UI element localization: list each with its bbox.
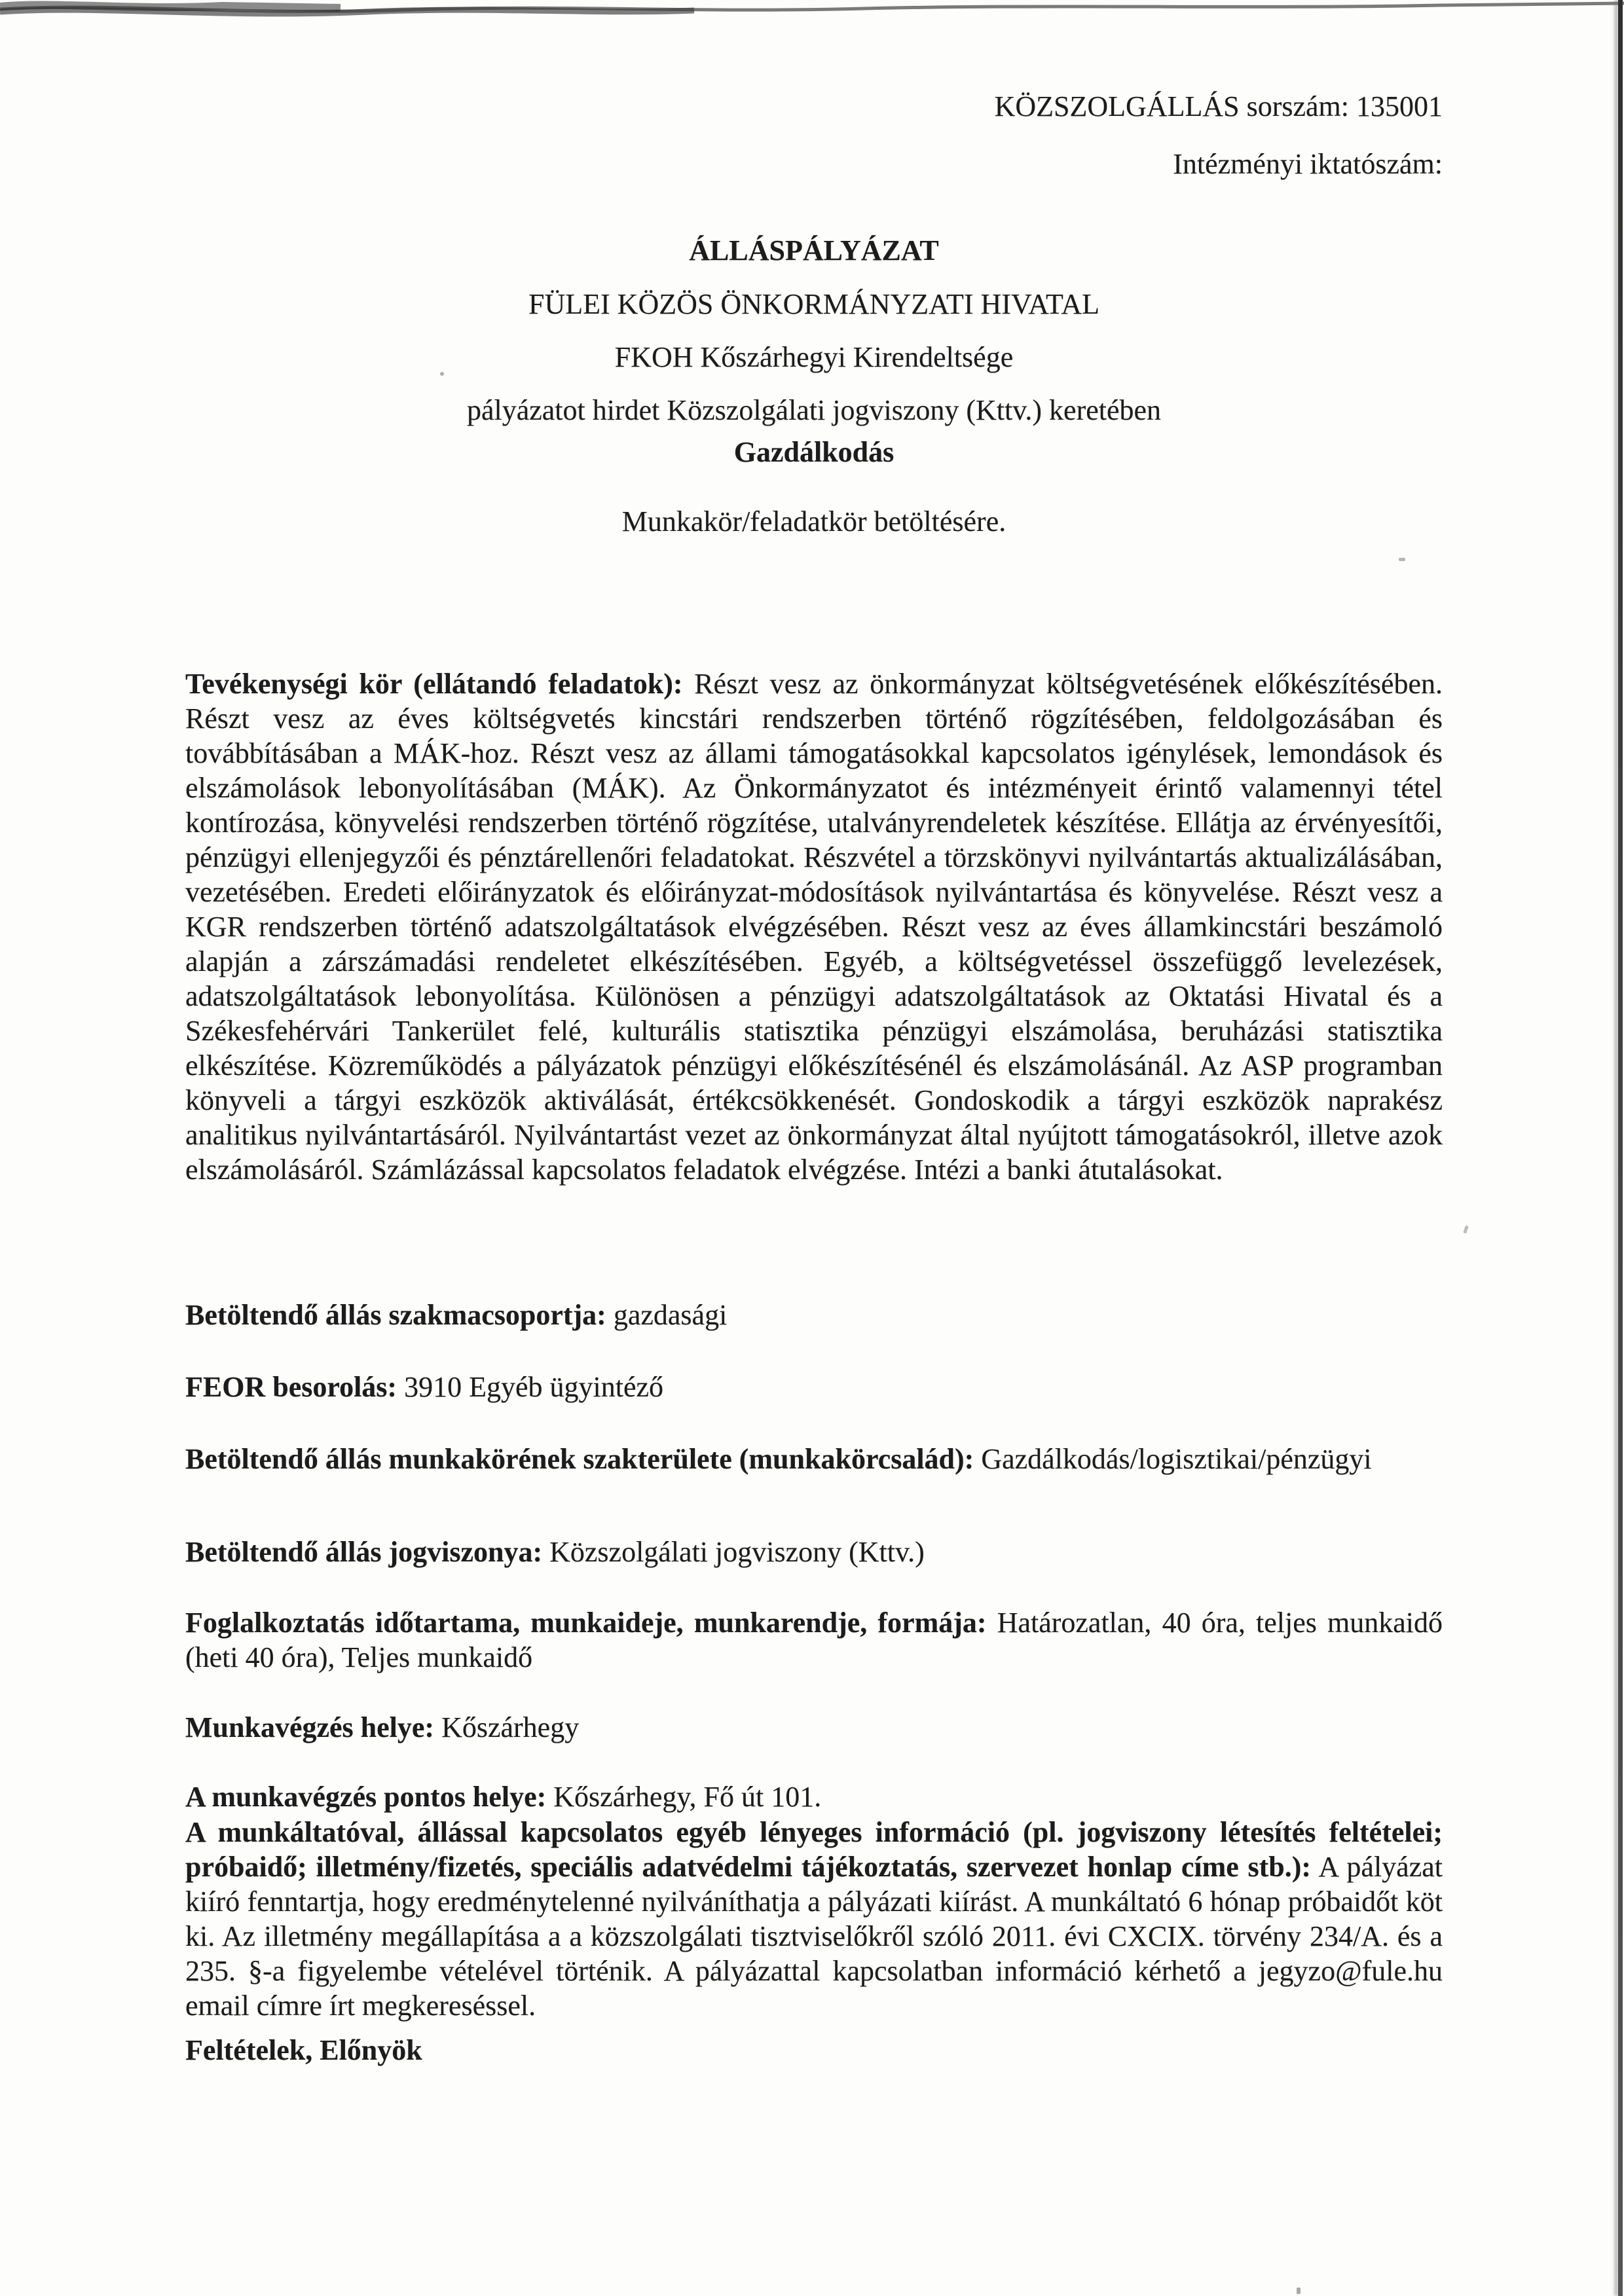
duties-text: Részt vesz az önkormányzat költségvetésének előkészítésében. Részt vesz az éves költségvetés kincstári rendszerben történő rögzítésében, feldolgozásában és továbbításában a MÁK-hoz. Részt vesz az állami támogatásokkal kapcsolatos igénylések, lemondások és elszámolások lebonyolításában (MÁK). Az Önkormányzatot és intézményeit érintő valamennyi tétel kontírozása, könyvelési rendszerben történő rögzítése, utalványrendeletek készítése. Ellátja az érvényesítői, pénzügyi ellenjegyzői és pénztárellenőri feladatokat. Részvétel a törzskönyvi nyilvántartás aktualizálásában, vezetésében. Eredeti előirányzatok és előirányzat-módosítások nyilvántartása és könyvelése. Részt vesz a KGR rendszerben történő adatszolgáltatások elvégzésében. Részt vesz az éves államkincstári beszámoló alapján a zárszámadási rendeletet elkészítésében. Egyéb, a költségvetéssel összefüggő levelezések, adatszolgáltatások lebonyolítása. Különösen a pénzügyi adatszolgáltatások az Oktatási Hivatal és a Székesfehérvári Tankerület felé, kulturális statisztika pénzügyi elszámolása, beruházási statisztika elkészítése. Közreműködés a pályázatok pénzügyi előkészítésénél és elszámolásánál. Az ASP programban könyveli a tárgyi eszközök aktiválását, értékcsökkenését. Gondoskodik a tárgyi eszközök naprakész analitikus nyilvántartásáról. Nyilvántartást vezet az önkormányzat által nyújtott támogatásokról, illetve azok elszámolásáról. Számlázással kapcsolatos feladatok elvégzése. Intézi a banki átutalásokat. [185,668,1443,1186]
field-label: Betöltendő állás jogviszonya: [185,1536,543,1568]
field-other-information [185,1815,1443,2023]
conditions-heading: Feltételek, Előnyök [185,2034,422,2066]
field-label: Betöltendő állás munkakörének szakterülete (munkakörcsalád): [185,1443,974,1475]
position-title: Gazdálkodás [733,436,895,468]
scan-top-edge-artifact [0,0,1624,27]
field-profession-group [185,1298,1443,1332]
field-value: Kőszárhegy, Fő út 101. [553,1781,822,1813]
document-heading: ÁLLÁSPÁLYÁZAT [689,234,939,266]
scan-speck [1297,2287,1301,2294]
duties-paragraph [185,666,1443,1187]
field-legal-relation [185,1535,1443,1569]
field-value: Gazdálkodás/logisztikai/pénzügyi [981,1443,1372,1475]
organization-name: FÜLEI KÖZÖS ÖNKORMÁNYZATI HIVATAL [528,288,1099,320]
announcement-line: pályázatot hirdet Közszolgálati jogviszony (Kttv.) keretében [466,394,1162,426]
scan-right-edge-artifact [1618,0,1623,2296]
serial-number-line: KÖZSZOLGÁLLÁS sorszám: 135001 [994,90,1443,122]
field-value: A pályázat kiíró fenntartja, hogy eredménytelenné nyilváníthatja a pályázati kiírást. A munkáltató 6 hónap próbaidőt köt ki. Az illetmény megállapítása a a közszolgálati tisztviselőkről szóló 2011. évi CXCIX. törvény 234/A. és a 235. §-a figyelembe vételével történik. A pályázattal kapcsolatban információ kérhető a jegyzo@fule.hu email címre írt megkereséssel. [185,1851,1443,2022]
field-label: Betöltendő állás szakmacsoportja: [185,1299,606,1331]
field-label: Munkavégzés helye: [185,1711,435,1743]
duties-label: Tevékenységi kör (ellátandó feladatok): [185,668,683,700]
field-work-location [185,1710,1443,1745]
field-value: Határozatlan, 40 óra, teljes munkaidő (heti 40 óra), Teljes munkaidő [185,1607,1443,1673]
field-label: FEOR besorolás: [185,1371,397,1403]
field-exact-work-location [185,1779,1443,1814]
field-employment-terms [185,1605,1443,1675]
field-value: 3910 Egyéb ügyintéző [404,1371,664,1403]
department-name: FKOH Kőszárhegyi Kirendeltsége [614,341,1014,373]
field-value: Kőszárhegy [441,1711,580,1743]
scan-speck [1463,1226,1468,1234]
scan-speck [1399,558,1405,561]
field-feor-code [185,1370,1443,1404]
field-label: A munkáltatóval, állással kapcsolatos egyéb lényeges információ (pl. jogviszony létesítés feltételei; próbaidő; illetmény/fizetés, speciális adatvédelmi tájékoztatás, szervezet honlap címe stb.): [185,1816,1443,1883]
field-label: Foglalkoztatás időtartama, munkaideje, munkarendje, formája: [185,1607,987,1639]
registry-number-line: Intézményi iktatószám: [1173,148,1443,180]
field-job-family [185,1442,1443,1476]
field-value: gazdasági [613,1299,728,1331]
field-label: A munkavégzés pontos helye: [185,1781,547,1813]
field-value: Közszolgálati jogviszony (Kttv.) [549,1536,925,1568]
position-subtitle: Munkakör/feladatkör betöltésére. [621,505,1006,538]
